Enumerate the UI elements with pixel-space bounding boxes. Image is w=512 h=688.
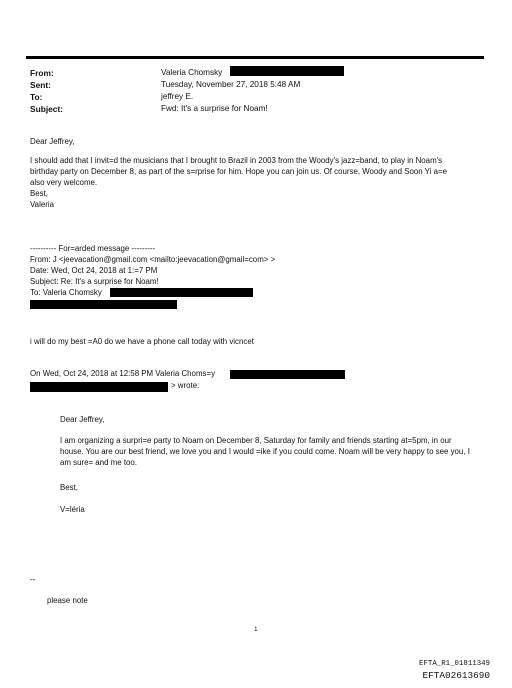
forward-to: To: Valeria Chomsky xyxy=(30,288,102,297)
quote-greeting: Dear Jeffrey, xyxy=(60,415,105,424)
quote-signoff: Best, xyxy=(60,483,78,492)
redaction-bar xyxy=(110,288,253,297)
quote-header: On Wed, Oct 24, 2018 at 12:58 PM Valeria Choms=y xyxy=(30,369,216,378)
from-label: From: xyxy=(30,68,54,78)
quote-para-line: am sure= and me too. xyxy=(60,458,137,467)
body-para-line: also very welcome. xyxy=(30,178,98,187)
sent-value: Tuesday, November 27, 2018 5:48 AM xyxy=(161,80,301,89)
note-line: please note xyxy=(47,596,88,605)
to-value: jeffrey E. xyxy=(161,92,194,101)
forward-separator: ---------- For=arded message --------- xyxy=(30,244,156,253)
forward-from: From: J <jeevacation@gmail.com <mailto:jeevacation@gmail=com> > xyxy=(30,255,276,264)
page-number: 1 xyxy=(254,626,258,633)
header-rule xyxy=(26,56,484,59)
body-signoff: Best, xyxy=(30,189,48,198)
redaction-bar xyxy=(230,66,344,76)
quote-para-line: house. You are our best friend, we love you and I would =ike if you could come. Noam will be very happy to see you, I xyxy=(60,447,470,456)
quote-signature: V=léria xyxy=(60,505,85,514)
redaction-bar xyxy=(30,382,168,392)
forward-subject: Subject: Re: It's a surprise for Noam! xyxy=(30,277,159,286)
body-greeting: Dear Jeffrey, xyxy=(30,137,75,146)
footer-id-1: EFTA_R1_01811349 xyxy=(419,660,490,668)
quote-para-line: I am organizing a surpri=e party to Noam on December 8, Saturday for family and friends starting at=5pm, in our xyxy=(60,436,452,445)
body-para-line: I should add that I invit=d the musicians that I brought to Brazil in 2003 from the Woody's jazz=band, to play in Noam's xyxy=(30,156,443,165)
footer-id-2: EFTA02613690 xyxy=(422,670,490,681)
reply-line: i will do my best =A0 do we have a phone call today with vicncet xyxy=(30,337,254,346)
from-value: Valeria Chomsky xyxy=(161,68,223,77)
subject-label: Subject: xyxy=(30,104,64,114)
sent-label: Sent: xyxy=(30,80,51,90)
forward-date: Date: Wed, Oct 24, 2018 at 1:=7 PM xyxy=(30,266,158,275)
quote-wrote: > wrote: xyxy=(171,381,200,390)
subject-value: Fwd: It's a surprise for Noam! xyxy=(161,104,268,113)
redaction-bar xyxy=(230,370,345,379)
dash-line: -- xyxy=(30,575,36,584)
body-para-line: birthday party on December 8, as part of the s=rprise for him. Hope you can join us. Of course, Woody and Soon Yi a=e xyxy=(30,167,447,176)
body-signature: Valeria xyxy=(30,200,54,209)
to-label: To: xyxy=(30,92,43,102)
redaction-bar xyxy=(30,300,177,309)
